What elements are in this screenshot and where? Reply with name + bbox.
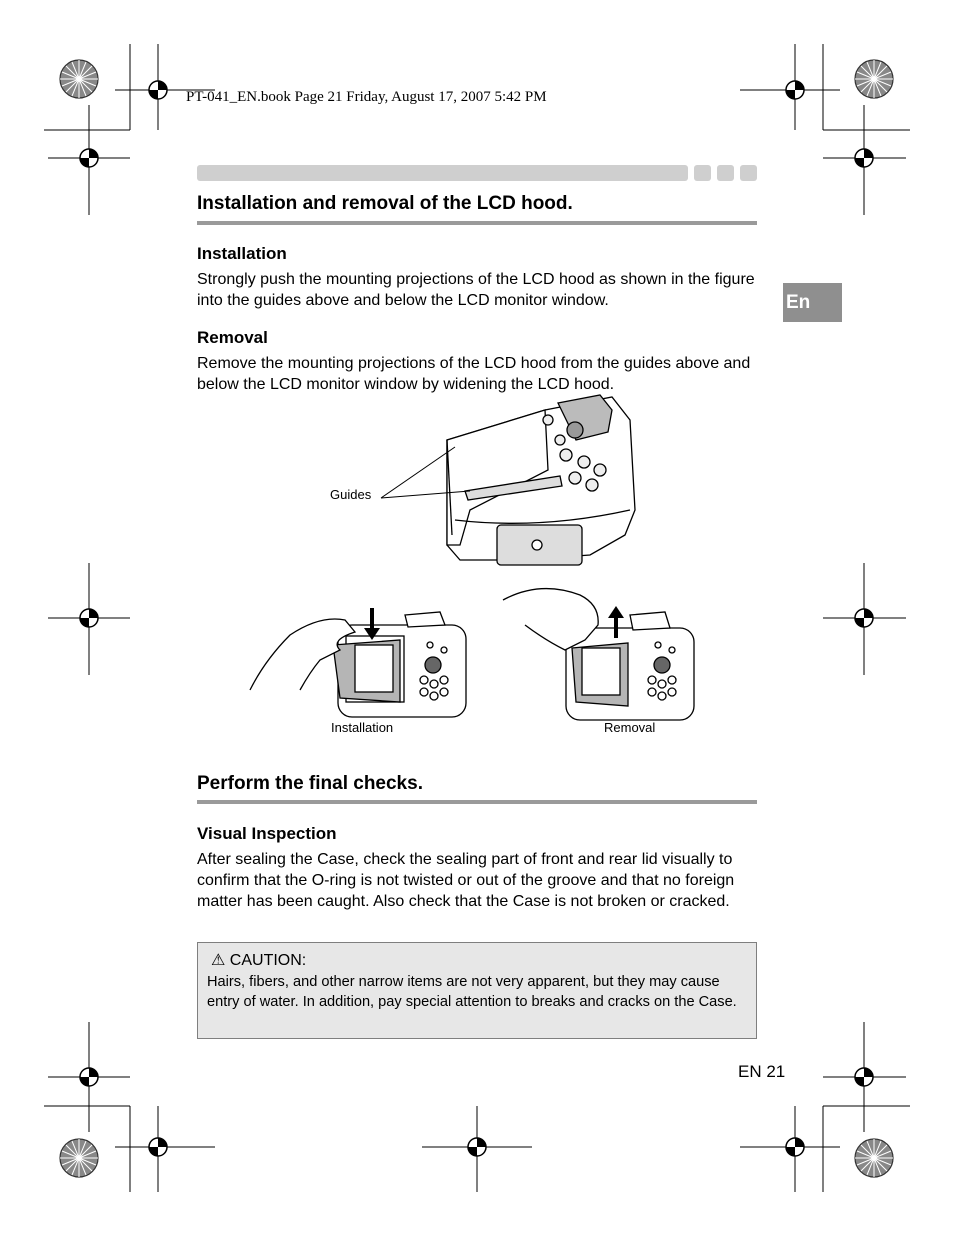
removal-figure-label: Removal	[604, 720, 656, 735]
language-tab: En	[783, 283, 842, 322]
guides-label: Guides	[330, 487, 372, 502]
section-title: Installation and removal of the LCD hood.	[197, 193, 573, 214]
page-number: EN 21	[738, 1062, 786, 1081]
caution-text: Hairs, fibers, and other narrow items are not very apparent, but they may cause entry of water. In addition, pay special attention to breaks and cracks on the Case.	[207, 974, 737, 1010]
print-header: PT-041_EN.book Page 21 Friday, August 17, 2007 5:42 PM	[186, 89, 547, 105]
visual-inspection-text: After sealing the Case, check the sealing part of front and rear lid visually to confirm that the O-ring is not twisted or out of the groove and that no foreign matter has been caught. Also check that the Case is not broken or cracked.	[197, 851, 735, 910]
section-rule	[197, 800, 757, 804]
caution-title: ⚠ CAUTION:	[211, 952, 307, 969]
installation-figure-label: Installation	[331, 720, 394, 735]
visual-inspection-heading: Visual Inspection	[197, 824, 337, 843]
installation-text: Strongly push the mounting projections of the LCD hood as shown in the figure into the guides above and below the LCD monitor window.	[197, 271, 755, 309]
section-title: Perform the final checks.	[197, 773, 423, 794]
removal-heading: Removal	[197, 328, 268, 347]
caution-box	[197, 942, 757, 1039]
removal-text: Remove the mounting projections of the LCD hood from the guides above and below the LCD monitor window by widening the LCD hood.	[197, 355, 751, 393]
installation-heading: Installation	[197, 244, 287, 263]
